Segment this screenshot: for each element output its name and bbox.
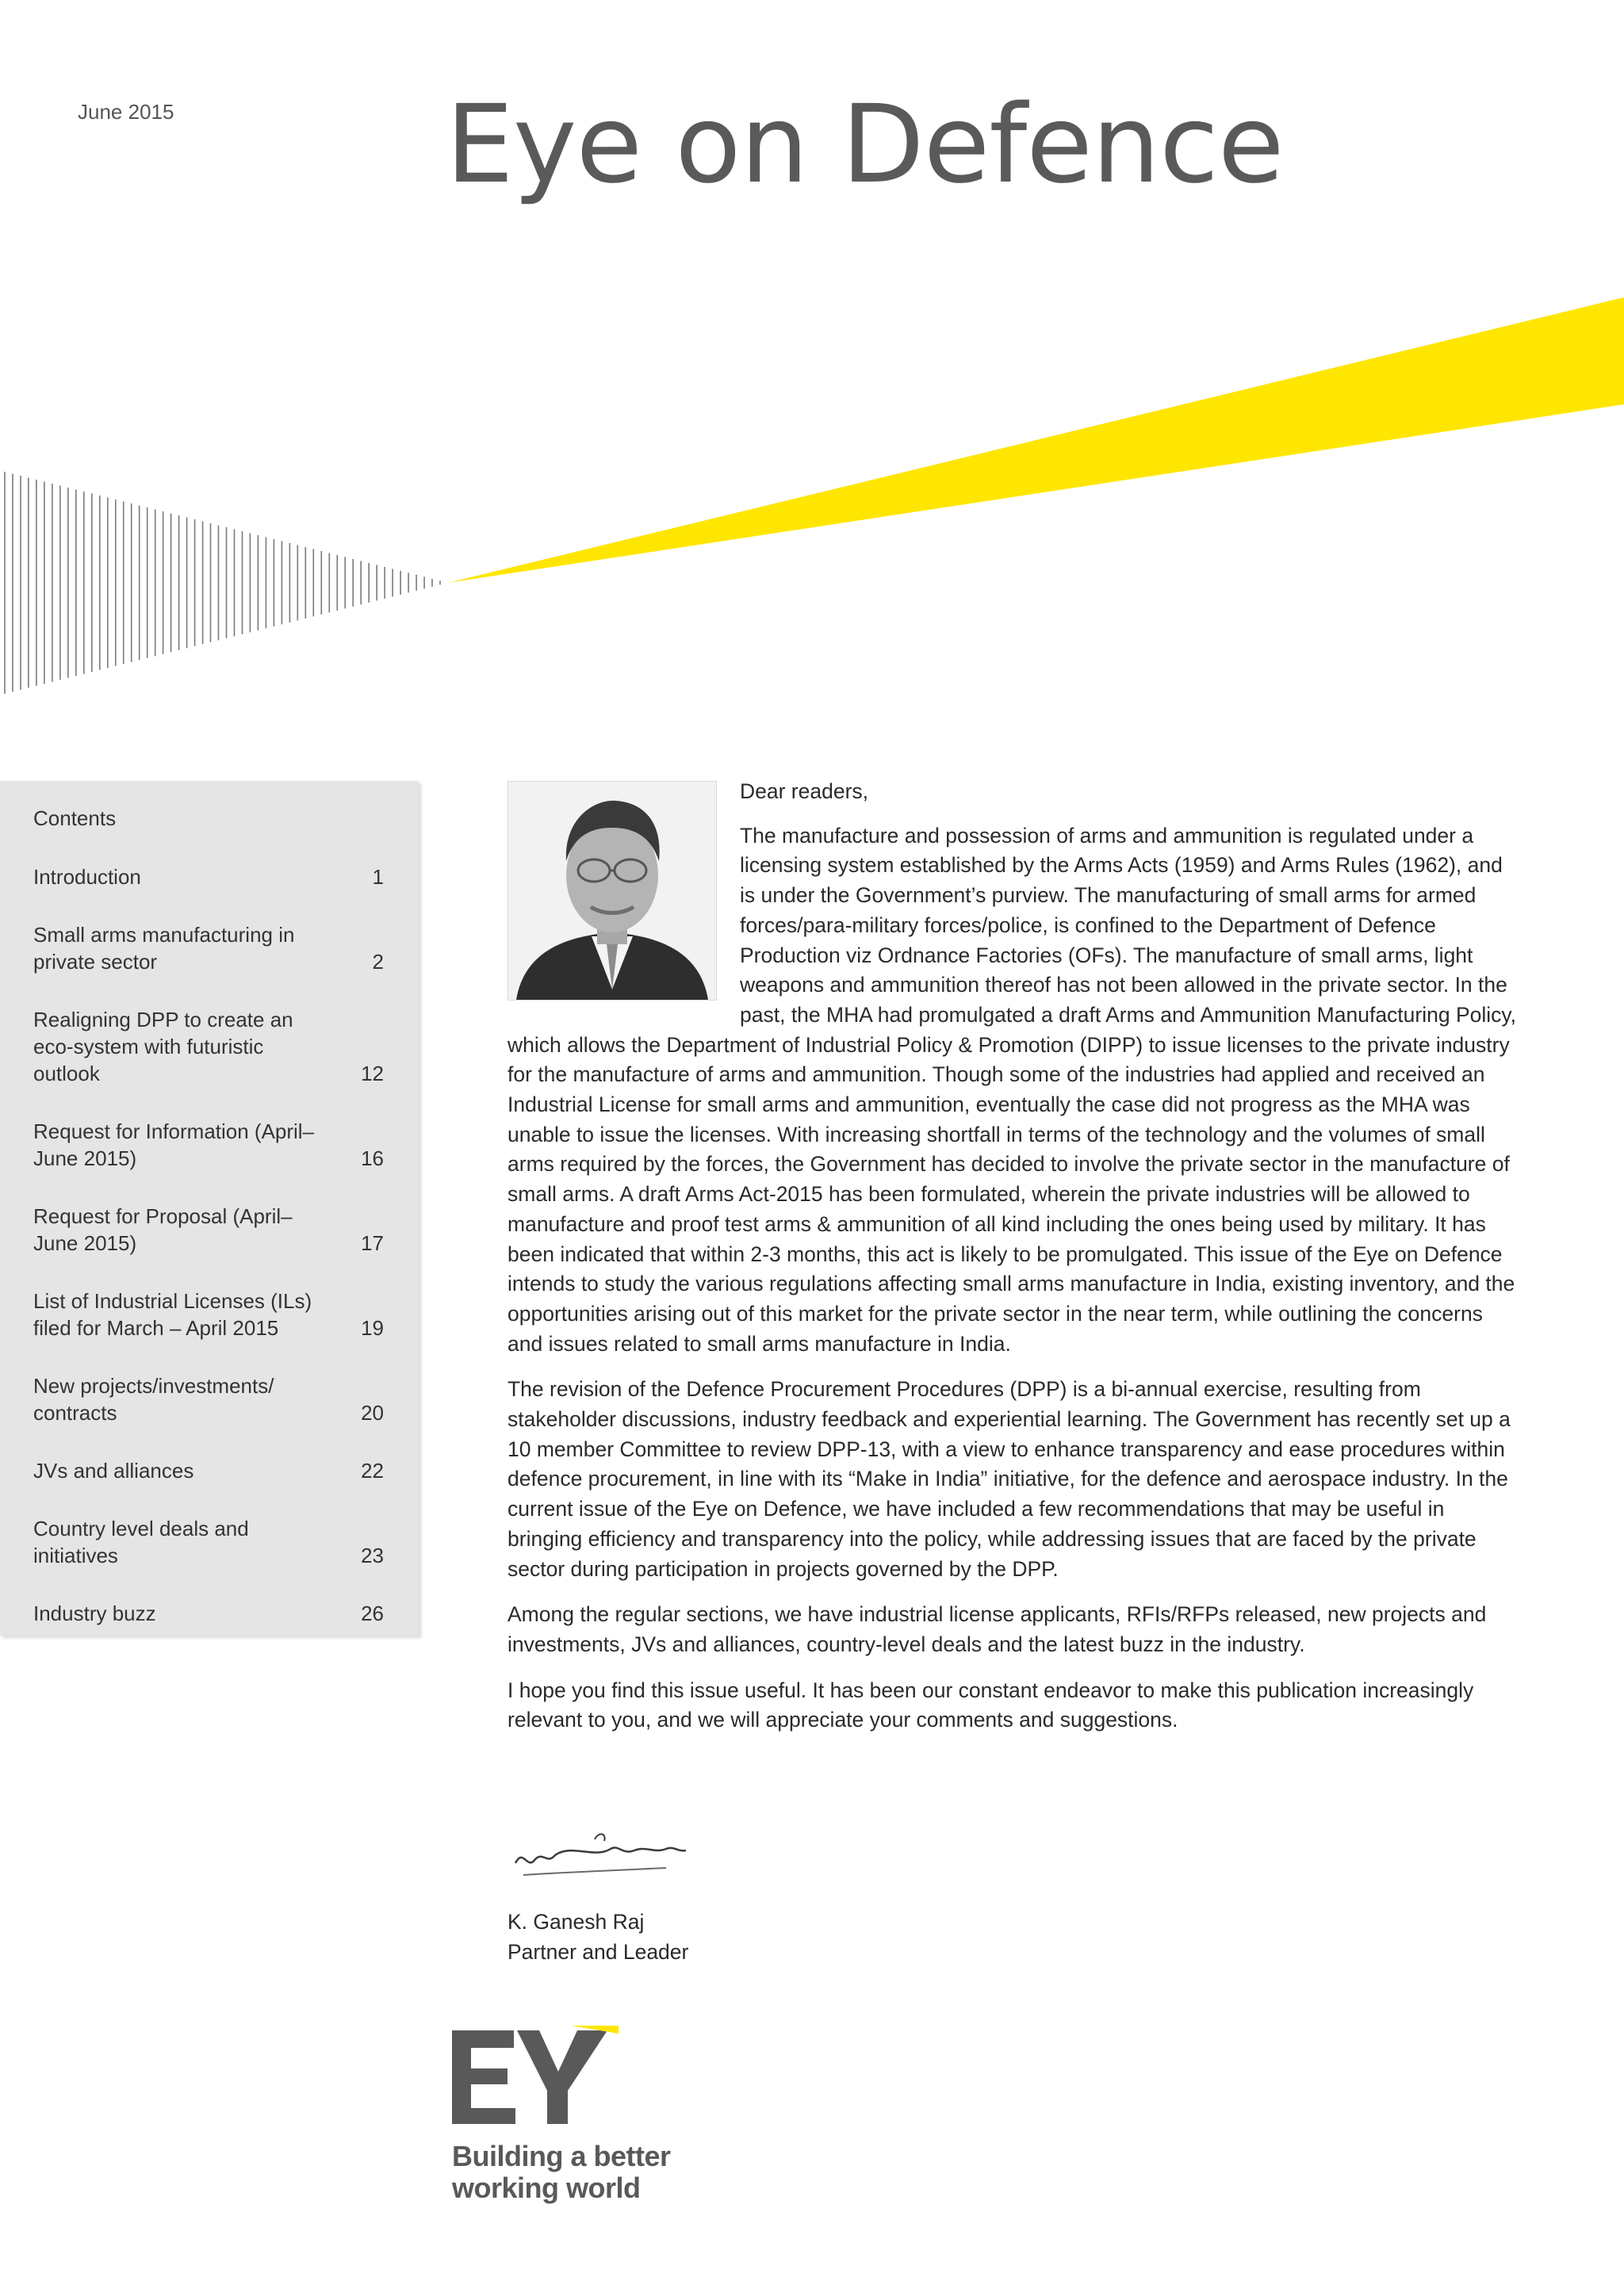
striped-fan-graphic — [5, 472, 440, 694]
letter-body — [508, 777, 1522, 1751]
toc-item[interactable] — [33, 863, 382, 890]
toc-item-page: 19 — [361, 1316, 384, 1340]
ey-beam-graphic — [0, 143, 1624, 761]
toc-item[interactable] — [33, 1600, 382, 1627]
letter-paragraph: I hope you find this issue useful. It has been our constant endeavor to make this publication increasingly relevant to you, and we will appreciate your comments and suggestions. — [508, 1678, 1474, 1732]
handwritten-signature — [508, 1816, 714, 1887]
letter-paragraph: The revision of the Defence Procurement Procedures (DPP) is a bi-annual exercise, resulting from stakeholder discussions, industry feedback and experiential learning. The Government has recently set up a 10 member Committee to review DPP-13, with a view to enhance transparency and ease procedures within defence procurement, in line with its “Make in India” initiative, for the defence and aerospace industry. In the current issue of the Eye on Defence, we have included a few recommendations that may be useful in bringing efficiency and transparency into the policy, while addressing issues that are faced by the private sector during participation in projects governed by the DPP. — [508, 1377, 1511, 1581]
toc-item[interactable] — [33, 1006, 382, 1087]
letter-paragraph: The manufacture and possession of arms and ammunition is regulated under a licensing system established by the Arms Acts (1959) and Arms Rules (1962), and is under the Government’s purview. The manufacturing of small arms for armed forces/para-military forces/police, is confined to the Department of Defence Production viz Ordnance Factories (OFs). The manufacture of small arms, light weapons and ammunition thereof has not been allowed in the private sector. In the past, the MHA had promulgated a draft Arms and Ammunition Manufacturing Policy, which allows the Department of Industrial Policy & Promotion (DIPP) to issue licenses to the private industry for the manufacture of arms and ammunition. Though some of the industries had applied and received an Industrial License for small arms and ammunition, eventually the case did not progress as the MHA was unable to issue the licenses. With increasing shortfall in terms of the technology and the volumes of small arms required by the forces, the Government has decided to involve the private sector in the manufacture of small arms. A draft Arms Act-2015 has been formulated, wherein the private industries will be allowed to manufacture and proof test arms & ammunition of all kind including the ones being used by military. It has been indicated that within 2-3 months, this act is likely to be promulgated. This issue of the Eye on Defence intends to study the various regulations affecting small arms manufacture in India, existing inventory, and the opportunities arising out of this market for the private sector in the near term, while outlining the concerns and issues related to small arms manufacture in India. — [508, 823, 1517, 1356]
signature-block — [508, 1907, 688, 1967]
toc-item-label: Industry buzz — [33, 1601, 156, 1625]
toc-item-label: Small arms manufacturing in private sector — [33, 923, 295, 974]
toc-item-page: 12 — [361, 1062, 384, 1085]
contents-panel — [0, 781, 419, 1636]
toc-item-page: 20 — [361, 1401, 384, 1425]
toc-item-label: Introduction — [33, 865, 141, 889]
toc-item[interactable] — [33, 1372, 382, 1426]
toc-item-page: 1 — [372, 865, 384, 889]
contents-list — [33, 863, 382, 1658]
brand-tagline — [452, 2141, 671, 2204]
contents-heading: Contents — [33, 806, 117, 830]
toc-item-label: Realigning DPP to create an eco-system with futuristic outlook — [33, 1008, 293, 1085]
yellow-beam-graphic — [448, 297, 1624, 583]
toc-item[interactable] — [33, 921, 382, 975]
toc-item-label: Country level deals and initiatives — [33, 1517, 249, 1567]
toc-item-label: Request for Information (April–June 2015) — [33, 1119, 315, 1170]
signer-name: K. Ganesh Raj — [508, 1910, 645, 1934]
toc-item-label: Request for Proposal (April–June 2015) — [33, 1204, 293, 1255]
toc-item-page: 23 — [361, 1544, 384, 1567]
toc-item-page: 2 — [372, 950, 384, 974]
toc-item-label: New projects/investments/ contracts — [33, 1374, 274, 1425]
toc-item[interactable] — [33, 1515, 382, 1569]
toc-item-page: 26 — [361, 1601, 384, 1625]
toc-item-label: List of Industrial Licenses (ILs) filed for March – April 2015 — [33, 1289, 312, 1340]
toc-item[interactable] — [33, 1288, 382, 1341]
toc-item-page: 22 — [361, 1459, 384, 1483]
tagline-line-1: Building a better — [452, 2140, 671, 2172]
toc-item-page: 17 — [361, 1231, 384, 1255]
signer-title: Partner and Leader — [508, 1940, 689, 1964]
toc-item[interactable] — [33, 1203, 382, 1257]
toc-item[interactable] — [33, 1457, 382, 1484]
publication-title: Eye on Defence — [446, 82, 1284, 208]
toc-item-label: JVs and alliances — [33, 1459, 194, 1483]
letter-greeting: Dear readers, — [740, 779, 869, 803]
tagline-line-2: working world — [452, 2172, 641, 2204]
letter-paragraph: Among the regular sections, we have industrial license applicants, RFIs/RFPs released, new projects and investments, JVs and alliances, country-level deals and the latest buzz in the industry. — [508, 1602, 1487, 1656]
toc-item[interactable] — [33, 1118, 382, 1172]
ey-logo — [452, 2026, 619, 2129]
issue-date: June 2015 — [78, 100, 174, 124]
toc-item-page: 16 — [361, 1146, 384, 1170]
